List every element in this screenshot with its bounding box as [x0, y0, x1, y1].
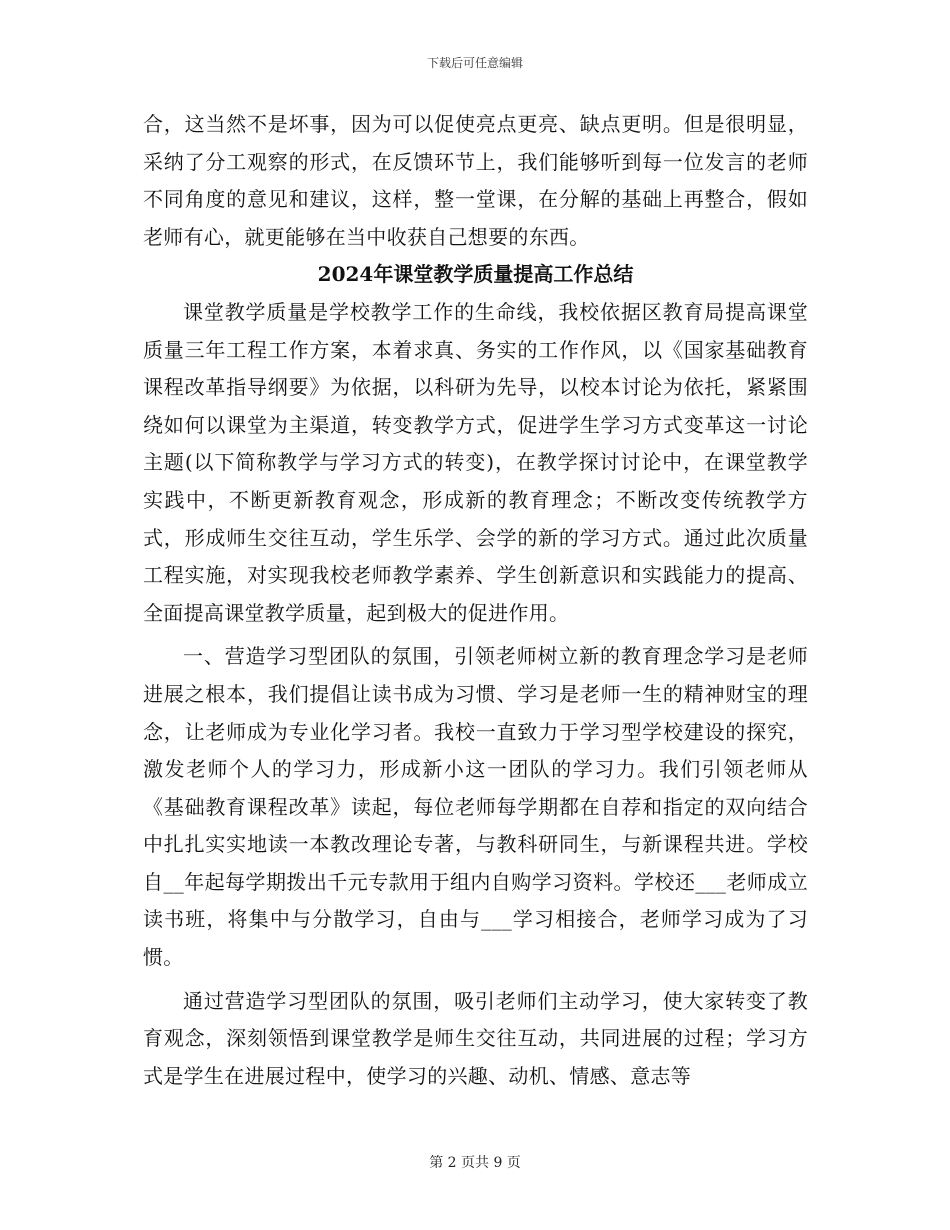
- body-paragraph: 课堂教学质量是学校教学工作的生命线，我校依据区教育局提高课堂质量三年工程工作方案，本着求真、务实的工作作风，以《国家基础教育课程改革指导纲要》为依据，以科研为先导，以校本讨论为依托，紧紧围绕如何以课堂为主渠道，转变教学方式，促进学生学习方式变革这一讨论主题(以下简称教学与学习方式的转变)，在教学探讨讨论中，在课堂教学实践中，不断更新教育观念，形成新的教育理念；不断改变传统教学方式，形成师生交往互动，学生乐学、会学的新的学习方式。通过此次质量工程实施，对实现我校老师教学素养、学生创新意识和实践能力的提高、全面提高课堂教学质量，起到极大的促进作用。: [143, 299, 808, 625]
- intro-paragraph: 合，这当然不是坏事，因为可以促使亮点更亮、缺点更明。但是很明显，采纳了分工观察的形式，在反馈环节上，我们能够听到每一位发言的老师不同角度的意见和建议，这样，整一堂课，在分解的基础上再整合，假如老师有心，就更能够在当中收获自己想要的东西。: [143, 112, 808, 249]
- page-header: 下载后可任意编辑: [426, 56, 523, 70]
- page-footer: 第 2 页共 9 页: [429, 1155, 521, 1171]
- body-paragraph: 通过营造学习型团队的氛围，吸引老师们主动学习，使大家转变了教育观念，深刻领悟到课堂教学是师生交往互动，共同进展的过程；学习方式是学生在进展过程中，使学习的兴趣、动机、情感、意志等: [143, 988, 808, 1088]
- document-body: [143, 106, 808, 1095]
- body-paragraph: 一、营造学习型团队的氛围，引领老师树立新的教育理念学习是老师进展之根本，我们提倡让读书成为习惯、学习是老师一生的精神财宝的理念，让老师成为专业化学习者。我校一直致力于学习型学校建设的探究，激发老师个人的学习力，形成新小这一团队的学习力。我们引领老师从《基础教育课程改革》读起，每位老师每学期都在自荐和指定的双向结合中扎扎实实地读一本教改理论专著，与教科研同生，与新课程共进。学校自__年起每学期拨出千元专款用于组内自购学习资料。学校还___老师成立读书班，将集中与分散学习，自由与___学习相接合，老师学习成为了习惯。: [143, 644, 808, 970]
- section-title: 2024年课堂教学质量提高工作总结: [317, 262, 634, 287]
